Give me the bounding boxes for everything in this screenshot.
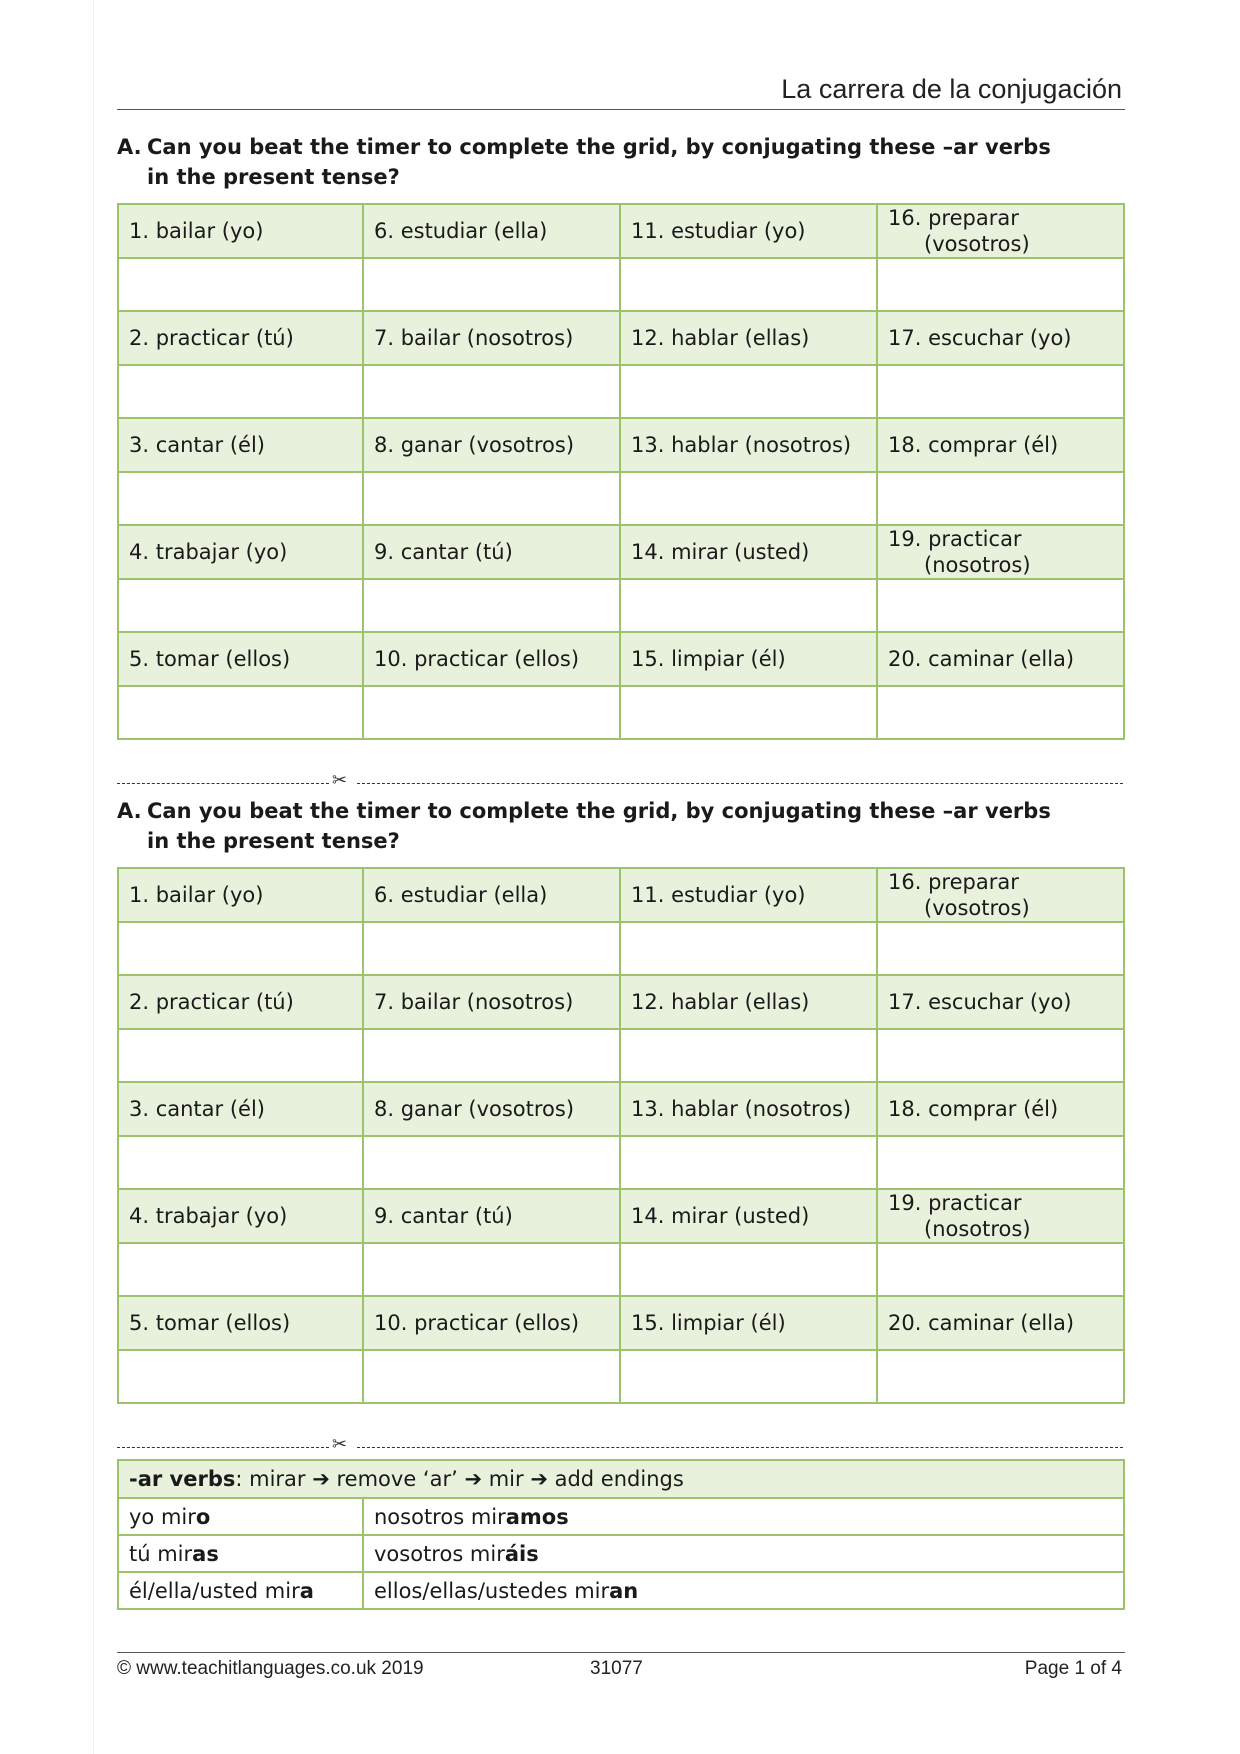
instruction-text: Can you beat the timer to complete the grid, by conjugating these –ar verbs in the present tense? <box>147 135 1051 189</box>
stem-text: nosotros mir <box>374 1504 506 1529</box>
endings-row <box>118 1535 1124 1572</box>
answer-cell[interactable] <box>363 472 620 525</box>
answer-cell[interactable] <box>877 365 1124 418</box>
verb-prompt: 13. hablar (nosotros) <box>620 1082 877 1136</box>
answer-row <box>118 472 1124 525</box>
verb-grid-1 <box>117 203 1125 740</box>
answer-cell[interactable] <box>118 1243 363 1296</box>
instruction-1 <box>117 132 1077 192</box>
answer-cell[interactable] <box>620 472 877 525</box>
answer-cell[interactable] <box>118 1350 363 1403</box>
verb-prompt: 15. limpiar (él) <box>620 632 877 686</box>
instruction-marker: A. <box>117 799 142 823</box>
stem-text: ellos/ellas/ustedes mir <box>374 1578 610 1603</box>
ending-text: a <box>299 1578 314 1603</box>
verb-prompt: 14. mirar (usted) <box>620 525 877 579</box>
prompt-row <box>118 868 1124 922</box>
answer-cell[interactable] <box>363 258 620 311</box>
instruction-2 <box>117 796 1077 856</box>
verb-prompt: 11. estudiar (yo) <box>620 868 877 922</box>
answer-row <box>118 1136 1124 1189</box>
verb-prompt: 5. tomar (ellos) <box>118 1296 363 1350</box>
answer-cell[interactable] <box>118 1136 363 1189</box>
singular-form <box>118 1572 363 1609</box>
verb-prompt-line1: 16. preparar <box>888 870 1019 894</box>
verb-prompt <box>877 868 1124 922</box>
verb-prompt-line2: (vosotros) <box>924 896 1030 920</box>
page-title: La carrera de la conjugación <box>781 74 1122 104</box>
verb-prompt: 18. comprar (él) <box>877 1082 1124 1136</box>
stem-text: tú mir <box>129 1541 193 1566</box>
verb-prompt: 1. bailar (yo) <box>118 204 363 258</box>
prompt-row <box>118 1189 1124 1243</box>
endings-header <box>118 1460 1124 1498</box>
verb-prompt <box>877 204 1124 258</box>
ending-text: amos <box>505 1504 569 1529</box>
verb-prompt-line1: 19. practicar <box>888 1191 1022 1215</box>
stem-text: yo mir <box>129 1504 196 1529</box>
cut-line <box>117 770 1123 791</box>
verb-prompt: 12. hablar (ellas) <box>620 311 877 365</box>
verb-prompt: 7. bailar (nosotros) <box>363 975 620 1029</box>
answer-row <box>118 579 1124 632</box>
answer-cell[interactable] <box>118 472 363 525</box>
verb-prompt: 1. bailar (yo) <box>118 868 363 922</box>
verb-prompt: 17. escuchar (yo) <box>877 975 1124 1029</box>
verb-prompt: 11. estudiar (yo) <box>620 204 877 258</box>
answer-cell[interactable] <box>877 579 1124 632</box>
prompt-row <box>118 632 1124 686</box>
instruction-text: Can you beat the timer to complete the grid, by conjugating these –ar verbs in the present tense? <box>147 799 1051 853</box>
verb-prompt: 4. trabajar (yo) <box>118 1189 363 1243</box>
answer-cell[interactable] <box>620 258 877 311</box>
footer-page-number: Page 1 of 4 <box>1024 1658 1122 1679</box>
cut-line <box>117 1434 1123 1455</box>
answer-cell[interactable] <box>877 1243 1124 1296</box>
answer-cell[interactable] <box>877 1029 1124 1082</box>
answer-row <box>118 922 1124 975</box>
plural-form <box>363 1498 1124 1535</box>
endings-header-bold: -ar verbs <box>129 1467 236 1491</box>
answer-row <box>118 1350 1124 1403</box>
prompt-row <box>118 975 1124 1029</box>
endings-row <box>118 1572 1124 1609</box>
answer-cell[interactable] <box>363 1350 620 1403</box>
verb-prompt: 8. ganar (vosotros) <box>363 1082 620 1136</box>
verb-prompt: 6. estudiar (ella) <box>363 204 620 258</box>
verb-prompt-line2: (nosotros) <box>924 553 1031 577</box>
prompt-row <box>118 1082 1124 1136</box>
answer-row <box>118 1029 1124 1082</box>
verb-prompt: 5. tomar (ellos) <box>118 632 363 686</box>
answer-cell[interactable] <box>620 922 877 975</box>
answer-cell[interactable] <box>620 1350 877 1403</box>
answer-cell[interactable] <box>877 1136 1124 1189</box>
dashed-line <box>117 783 329 784</box>
verb-prompt-line1: 16. preparar <box>888 206 1019 230</box>
answer-cell[interactable] <box>363 1029 620 1082</box>
ending-text: an <box>609 1578 639 1603</box>
verb-prompt: 3. cantar (él) <box>118 1082 363 1136</box>
ending-text: as <box>192 1541 219 1566</box>
prompt-row <box>118 1296 1124 1350</box>
answer-row <box>118 365 1124 418</box>
verb-prompt: 9. cantar (tú) <box>363 1189 620 1243</box>
verb-prompt: 2. practicar (tú) <box>118 311 363 365</box>
verb-prompt: 9. cantar (tú) <box>363 525 620 579</box>
answer-cell[interactable] <box>877 922 1124 975</box>
verb-prompt: 13. hablar (nosotros) <box>620 418 877 472</box>
dashed-line <box>117 1447 329 1448</box>
answer-cell[interactable] <box>118 686 363 739</box>
answer-cell[interactable] <box>363 686 620 739</box>
verb-prompt: 10. practicar (ellos) <box>363 632 620 686</box>
verb-prompt: 6. estudiar (ella) <box>363 868 620 922</box>
verb-prompt-line2: (vosotros) <box>924 232 1030 256</box>
answer-cell[interactable] <box>620 365 877 418</box>
answer-cell[interactable] <box>118 579 363 632</box>
answer-cell[interactable] <box>363 579 620 632</box>
singular-form <box>118 1498 363 1535</box>
answer-cell[interactable] <box>118 365 363 418</box>
endings-header-rest: : mirar ➔ remove ‘ar’ ➔ mir ➔ add endings <box>235 1467 684 1491</box>
verb-prompt <box>877 1189 1124 1243</box>
answer-cell[interactable] <box>620 1029 877 1082</box>
singular-form <box>118 1535 363 1572</box>
endings-header-row <box>118 1460 1124 1498</box>
answer-cell[interactable] <box>118 922 363 975</box>
plural-form <box>363 1572 1124 1609</box>
answer-cell[interactable] <box>620 1243 877 1296</box>
verb-prompt <box>877 525 1124 579</box>
prompt-row <box>118 418 1124 472</box>
verb-prompt: 20. caminar (ella) <box>877 632 1124 686</box>
answer-cell[interactable] <box>118 1029 363 1082</box>
verb-grid-2 <box>117 867 1125 1404</box>
scissors-icon: ✂ <box>332 1434 348 1455</box>
answer-cell[interactable] <box>363 365 620 418</box>
answer-cell[interactable] <box>620 579 877 632</box>
stem-text: vosotros mir <box>374 1541 505 1566</box>
ending-text: áis <box>504 1541 539 1566</box>
answer-row <box>118 686 1124 739</box>
footer-rule <box>117 1652 1125 1653</box>
verb-prompt: 17. escuchar (yo) <box>877 311 1124 365</box>
answer-cell[interactable] <box>363 922 620 975</box>
answer-cell[interactable] <box>877 472 1124 525</box>
verb-prompt-line1: 19. practicar <box>888 527 1022 551</box>
verb-prompt: 7. bailar (nosotros) <box>363 311 620 365</box>
verb-prompt: 12. hablar (ellas) <box>620 975 877 1029</box>
margin-line <box>93 0 94 1754</box>
stem-text: él/ella/usted mir <box>129 1578 300 1603</box>
footer-copyright: © www.teachitlanguages.co.uk 2019 <box>117 1658 424 1679</box>
answer-row <box>118 258 1124 311</box>
verb-prompt: 4. trabajar (yo) <box>118 525 363 579</box>
verb-prompt: 3. cantar (él) <box>118 418 363 472</box>
verb-prompt: 10. practicar (ellos) <box>363 1296 620 1350</box>
verb-prompt: 20. caminar (ella) <box>877 1296 1124 1350</box>
answer-cell[interactable] <box>620 686 877 739</box>
answer-cell[interactable] <box>363 1243 620 1296</box>
ar-endings-table <box>117 1459 1125 1610</box>
footer-code: 31077 <box>590 1658 643 1679</box>
prompt-row <box>118 311 1124 365</box>
answer-cell[interactable] <box>363 1136 620 1189</box>
answer-row <box>118 1243 1124 1296</box>
scissors-icon: ✂ <box>332 770 348 791</box>
ending-text: o <box>195 1504 211 1529</box>
answer-cell[interactable] <box>877 258 1124 311</box>
instruction-marker: A. <box>117 135 142 159</box>
prompt-row <box>118 525 1124 579</box>
prompt-row <box>118 204 1124 258</box>
dashed-line <box>357 1447 1123 1448</box>
answer-cell[interactable] <box>877 686 1124 739</box>
verb-prompt: 14. mirar (usted) <box>620 1189 877 1243</box>
verb-prompt-line2: (nosotros) <box>924 1217 1031 1241</box>
dashed-line <box>357 783 1123 784</box>
answer-cell[interactable] <box>877 1350 1124 1403</box>
header-rule <box>117 109 1125 110</box>
endings-row <box>118 1498 1124 1535</box>
verb-prompt: 15. limpiar (él) <box>620 1296 877 1350</box>
plural-form <box>363 1535 1124 1572</box>
verb-prompt: 8. ganar (vosotros) <box>363 418 620 472</box>
answer-cell[interactable] <box>118 258 363 311</box>
verb-prompt: 18. comprar (él) <box>877 418 1124 472</box>
answer-cell[interactable] <box>620 1136 877 1189</box>
verb-prompt: 2. practicar (tú) <box>118 975 363 1029</box>
